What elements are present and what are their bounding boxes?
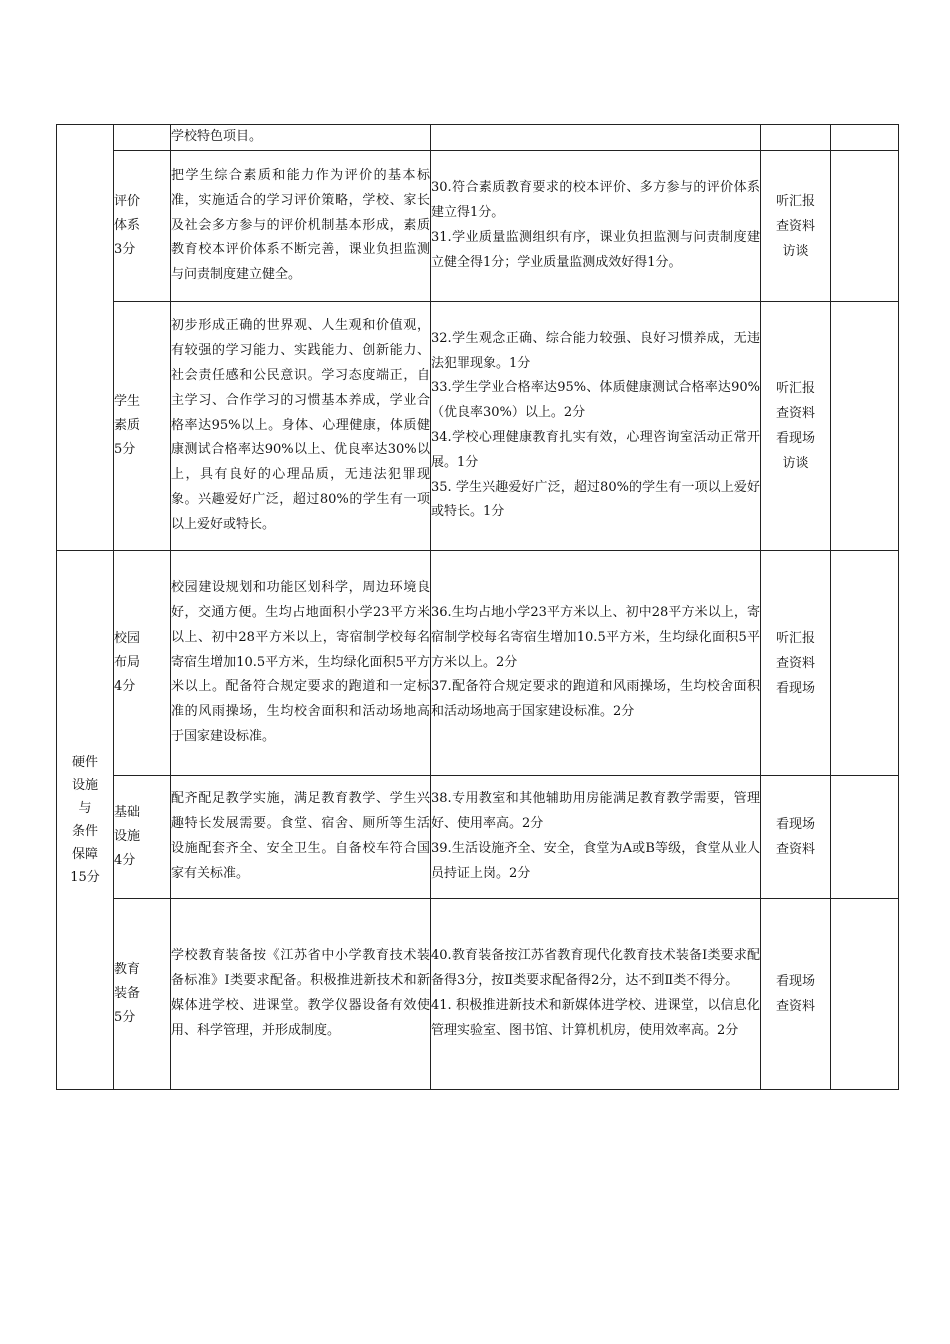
method-cell: 听汇报 查资料 看现场 (761, 551, 831, 776)
criterion: 31.学业质量监测组织有序，课业负担监测与问责制度建立健全得1分；学业质量监测成效好得1分。 (431, 230, 760, 270)
criteria-cell (431, 151, 761, 302)
category-cell: 硬件 设施 与 条件 保障 15分 (57, 551, 114, 1090)
criterion: 34.学校心理健康教育扎实有效，心理咨询室活动正常开展。1分 (431, 430, 760, 470)
criterion: 30.符合素质教育要求的校本评价、多方参与的评价体系建立得1分。 (431, 180, 760, 221)
sub-item-cell (114, 125, 171, 151)
criterion: 39.生活设施齐全、安全，食堂为A或B等级，食堂从业人员持证上岗。2分 (431, 841, 760, 881)
method-cell: 看现场 查资料 (761, 899, 831, 1090)
table-row (57, 151, 899, 302)
standard-cell: 校园建设规划和功能区划科学，周边环境良好，交通方便。生均占地面积小学23平方米以上、初中28平方米以上，寄宿制学校每名寄宿生增加10.5平方米，生均绿化面积5平方米以上。配备符合规定要求的跑道和一定标准的风雨操场，生均校舍面积和活动场地高于国家建设标准。 (171, 551, 431, 776)
criterion: 41. 积极推进新技术和新媒体进学校、进课堂，以信息化管理实验室、图书馆、计算机机房，使用效率高。2分 (431, 998, 760, 1038)
score-cell (831, 302, 899, 551)
sub-item-cell: 学生 素质 5分 (114, 302, 171, 551)
method-cell: 听汇报 查资料 访谈 (761, 151, 831, 302)
table-row (57, 302, 899, 551)
method-cell (761, 125, 831, 151)
criterion: 33.学生学业合格率达95%、体质健康测试合格率达90%（优良率30%）以上。2分 (431, 380, 760, 421)
criteria-cell (431, 776, 761, 899)
standard-cell: 学校教育装备按《江苏省中小学教育技术装备标准》Ⅰ类要求配备。积极推进新技术和新媒体进学校、进课堂。教学仪器设备有效使用、科学管理，并形成制度。 (171, 899, 431, 1090)
sub-item-cell: 基础 设施 4分 (114, 776, 171, 899)
table-row (57, 776, 899, 899)
score-cell (831, 899, 899, 1090)
standard-cell: 初步形成正确的世界观、人生观和价值观，有较强的学习能力、实践能力、创新能力、社会责任感和公民意识。学习态度端正，自主学习、合作学习的习惯基本养成，学业合格率达95%以上。身体、心理健康，体质健康测试合格率达90%以上、优良率达30%以上，具有良好的心理品质，无违法犯罪现象。兴趣爱好广泛，超过80%的学生有一项以上爱好或特长。 (171, 302, 431, 551)
criteria-cell (431, 899, 761, 1090)
criteria-cell (431, 302, 761, 551)
score-cell (831, 125, 899, 151)
evaluation-sheet (56, 124, 898, 1090)
sub-item-cell: 校园 布局 4分 (114, 551, 171, 776)
standard-cell: 把学生综合素质和能力作为评价的基本标准，实施适合的学习评价策略，学校、家长及社会多方参与的评价机制基本形成，素质教育校本评价体系不断完善，课业负担监测与问责制度建立健全。 (171, 151, 431, 302)
criteria-cell (431, 551, 761, 776)
criterion: 37.配备符合规定要求的跑道和风雨操场，生均校舍面积和活动场地高于国家建设标准。2分 (431, 679, 760, 720)
criterion: 38.专用教室和其他辅助用房能满足教育教学需要，管理好、使用率高。2分 (431, 791, 760, 832)
standard-cell: 学校特色项目。 (171, 125, 431, 151)
criterion: 35. 学生兴趣爱好广泛，超过80%的学生有一项以上爱好或特长。1分 (431, 479, 760, 520)
table-row (57, 125, 899, 151)
method-cell: 看现场 查资料 (761, 776, 831, 899)
table-row (57, 899, 899, 1090)
evaluation-table (56, 124, 899, 1090)
table-row (57, 551, 899, 776)
method-cell: 听汇报 查资料 看现场 访谈 (761, 302, 831, 551)
criterion: 36.生均占地小学23平方米以上、初中28平方米以上，寄宿制学校每名寄宿生增加10.5平方米，生均绿化面积5平方米以上。2分 (431, 605, 760, 670)
criterion: 32.学生观念正确、综合能力较强、良好习惯养成，无违法犯罪现象。1分 (431, 330, 760, 371)
category-cell-prev (57, 125, 114, 551)
score-cell (831, 151, 899, 302)
criterion: 40.教育装备按江苏省教育现代化教育技术装备Ⅰ类要求配备得3分，按Ⅱ类要求配备得2分，达不到Ⅱ类不得分。 (431, 948, 760, 989)
criteria-cell (431, 125, 761, 151)
score-cell (831, 551, 899, 776)
score-cell (831, 776, 899, 899)
sub-item-cell: 评价 体系 3分 (114, 151, 171, 302)
standard-cell: 配齐配足教学实施，满足教育教学、学生兴趣特长发展需要。食堂、宿舍、厕所等生活设施配套齐全、安全卫生。自备校车符合国家有关标准。 (171, 776, 431, 899)
sub-item-cell: 教育 装备 5分 (114, 899, 171, 1090)
